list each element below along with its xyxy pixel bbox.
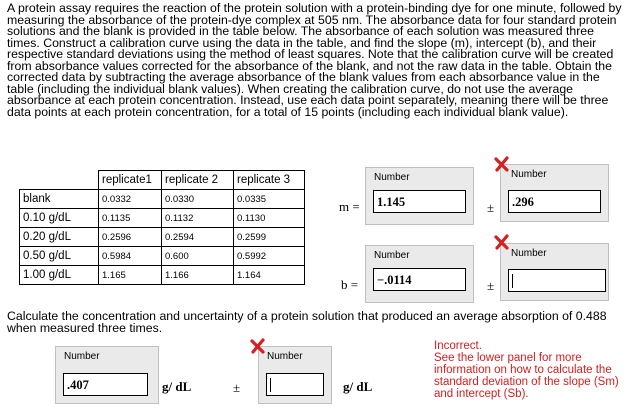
concentration-sd-cell [258,346,332,404]
text-caret [512,274,513,288]
feedback-message: See the lower panel for more information on how to calculate the standard deviation of the slope (Sm) and intercept (Sb). [434,352,619,400]
table-cell: 0.0330 [162,190,234,209]
incorrect-x-icon [494,234,510,250]
plus-minus: ± [487,200,495,215]
table-cell: 0.0335 [234,190,305,209]
concentration-input[interactable]: .407 [63,373,148,396]
table-header: replicate 3 [234,171,305,190]
incorrect-x-icon [494,156,510,172]
row-label: blank [20,190,99,209]
number-label: Number [374,250,410,261]
slope-label: m = [339,199,360,214]
table-cell: 0.2596 [99,228,162,247]
feedback-title: Incorrect. [434,340,482,352]
table-cell: 0.5992 [234,247,305,266]
table-cell: 1.166 [162,266,234,285]
table-cell: 0.1132 [162,209,234,228]
concentration-cell [55,346,159,404]
number-label: Number [267,351,303,362]
intercept-label: b = [341,277,359,292]
plus-minus: ± [233,380,241,395]
number-label: Number [511,169,547,180]
table-row [20,190,305,209]
table-cell: 0.5984 [99,247,162,266]
intercept-sd-input[interactable] [508,269,606,292]
slope-cell [365,167,474,225]
intercept-input[interactable]: −.0114 [373,268,466,291]
intercept-sd-cell [500,243,609,301]
row-label: 0.10 g/dL [20,209,99,228]
table-cell: 1.165 [99,266,162,285]
table-row [20,209,305,228]
absorbance-table [19,170,305,285]
table-header: replicate1 [99,171,162,190]
concentration-unit: g/ dL [162,379,192,394]
incorrect-x-icon [250,338,266,354]
slope-input[interactable]: 1.145 [373,190,466,213]
table-header-row [20,171,305,190]
number-label: Number [374,172,410,183]
row-label: 0.20 g/dL [20,228,99,247]
concentration-sd-unit: g/ dL [343,379,373,394]
table-row [20,266,305,285]
plus-minus: ± [487,278,495,293]
slope-sd-cell [500,164,609,222]
concentration-sd-input[interactable] [266,373,324,396]
number-label: Number [511,248,547,259]
problem-intro: A protein assay requires the reaction of the protein solution with a protein-binding dye for one minute, followed by measuring the absorbance of the protein-dye complex at 505 nm. The absorbance data for four standard protein solutions and the blank is provided in the table below. The absorbance of each solution was measured three times. Construct a calibration curve using the data in the table, and find the slope (m), intercept (b), and their respective standard deviations using the method of least squares. Note that the calibration curve will be created from absorbance values corrected for the absorbance of the blank, and not the raw data in the table. Obtain the corrected data by subtracting the average absorbance of the blank values from each absorbance value in the table (including the individual blank values). When creating the calibration curve, do not use the average absorbance at each protein concentration. Instead, use each data point separately, meaning there will be three data points at each protein concentration, for a total of 15 points (including each individual blank value). [7,1,622,119]
text-caret [270,378,271,392]
table-cell: 1.164 [234,266,305,285]
question-text: Calculate the concentration and uncertainty of a protein solution that produced an average absorption of 0.488 when measured three times. [7,309,607,335]
table-row [20,247,305,266]
table-cell: 0.600 [162,247,234,266]
row-label: 0.50 g/dL [20,247,99,266]
table-cell: 0.1130 [234,209,305,228]
table-cell: 0.2594 [162,228,234,247]
table-header: replicate 2 [162,171,234,190]
table-cell: 0.2599 [234,228,305,247]
feedback-panel [434,340,624,400]
intercept-cell [365,245,474,303]
slope-sd-input[interactable]: .296 [508,190,601,213]
table-header [20,171,99,190]
table-cell: 0.1135 [99,209,162,228]
number-label: Number [64,351,100,362]
table-cell: 0.0332 [99,190,162,209]
row-label: 1.00 g/dL [20,266,99,285]
table-row [20,228,305,247]
